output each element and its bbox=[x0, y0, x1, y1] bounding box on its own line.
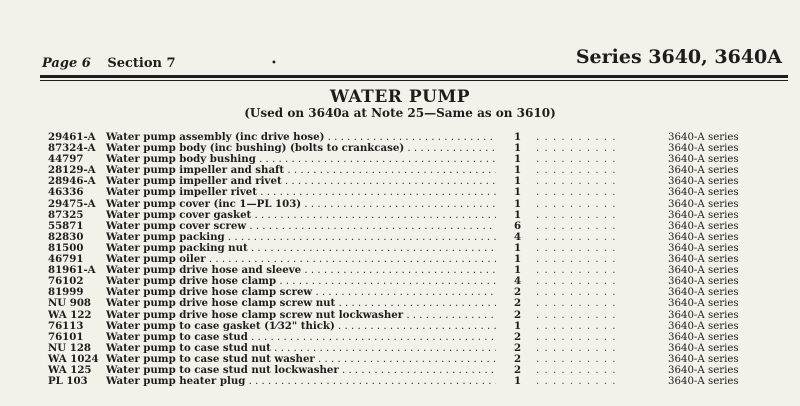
table-row bbox=[48, 265, 793, 276]
leader-dots: . . . . . . . . . . bbox=[536, 364, 617, 376]
part-number: 76113 bbox=[48, 319, 84, 332]
part-quantity: 1 bbox=[514, 264, 522, 277]
table-row bbox=[48, 210, 793, 221]
part-description: Water pump assembly (inc drive hose) . . . bbox=[106, 132, 496, 143]
part-quantity: 1 bbox=[514, 319, 522, 332]
part-applies-to: 3640-A series bbox=[668, 364, 739, 376]
page-title: WATER PUMP bbox=[329, 87, 471, 107]
leader-dots: . . . . . . . . . . bbox=[536, 376, 617, 388]
table-row bbox=[48, 143, 793, 154]
part-quantity: 1 bbox=[514, 186, 522, 199]
part-number: WA 125 bbox=[48, 363, 92, 376]
part-quantity: 1 bbox=[514, 175, 522, 188]
part-description: Water pump drive hose clamp screw nut lockwasher . . . bbox=[106, 310, 496, 321]
table-row bbox=[48, 132, 793, 143]
table-row bbox=[48, 254, 793, 265]
part-quantity: 4 bbox=[514, 275, 522, 288]
part-applies-to: 3640-A series bbox=[668, 209, 739, 221]
part-number: 44797 bbox=[48, 153, 84, 166]
part-number: 29461-A bbox=[48, 131, 96, 143]
page-number: Page 6 bbox=[42, 56, 91, 71]
part-number: WA 122 bbox=[48, 308, 92, 321]
part-applies-to: 3640-A series bbox=[668, 342, 739, 354]
part-quantity: 4 bbox=[514, 230, 522, 243]
part-quantity: 1 bbox=[514, 164, 522, 177]
part-description: Water pump body bushing . . . bbox=[106, 154, 496, 165]
part-number: 82830 bbox=[48, 230, 84, 243]
leader-dots: . . . . . . . . . . bbox=[536, 187, 617, 199]
part-applies-to: 3640-A series bbox=[668, 165, 739, 177]
part-applies-to: 3640-A series bbox=[668, 376, 739, 388]
part-description: Water pump packing . . . bbox=[106, 232, 496, 243]
leader-dots: . . . . . . . . . . bbox=[536, 265, 617, 277]
leader-dots: . . . . . . . . . . bbox=[536, 320, 617, 332]
part-description: Water pump impeller rivet . . . bbox=[106, 187, 496, 198]
part-number: 55871 bbox=[48, 219, 84, 232]
part-applies-to: 3640-A series bbox=[668, 353, 739, 365]
part-quantity: 2 bbox=[514, 363, 522, 376]
part-description: Water pump to case stud nut washer . . . bbox=[106, 354, 496, 365]
part-quantity: 2 bbox=[514, 341, 522, 354]
leader-dots: . . . . . . . . . . bbox=[536, 353, 617, 365]
table-row bbox=[48, 376, 793, 387]
part-description: Water pump cover (inc 1—PL 103) . . . bbox=[106, 199, 496, 210]
leader-dots: . . . . . . . . . . bbox=[536, 242, 617, 254]
leader-dots: . . . . . . . . . . bbox=[536, 331, 617, 343]
part-quantity: 1 bbox=[514, 375, 522, 388]
part-description: Water pump drive hose clamp screw nut . . . bbox=[106, 298, 496, 309]
table-row bbox=[48, 276, 793, 287]
table-row bbox=[48, 232, 793, 243]
leader-dots: . . . . . . . . . . bbox=[536, 176, 617, 188]
part-applies-to: 3640-A series bbox=[668, 242, 739, 254]
part-applies-to: 3640-A series bbox=[668, 265, 739, 277]
table-row bbox=[48, 243, 793, 254]
header-rule-thick bbox=[40, 75, 788, 78]
part-description: Water pump body (inc bushing) (bolts to crankcase) . . . bbox=[106, 143, 496, 154]
part-applies-to: 3640-A series bbox=[668, 231, 739, 243]
part-number: 81961-A bbox=[48, 264, 96, 277]
leader-dots: . . . . . . . . . . bbox=[536, 276, 617, 288]
part-applies-to: 3640-A series bbox=[668, 132, 739, 143]
part-quantity: 1 bbox=[514, 241, 522, 254]
part-number: 28129-A bbox=[48, 164, 96, 177]
part-applies-to: 3640-A series bbox=[668, 254, 739, 266]
leader-dots: . . . . . . . . . . bbox=[536, 231, 617, 243]
part-number: NU 908 bbox=[48, 297, 92, 310]
part-quantity: 2 bbox=[514, 286, 522, 299]
part-applies-to: 3640-A series bbox=[668, 143, 739, 155]
page-header-left bbox=[42, 56, 176, 71]
part-quantity: 1 bbox=[514, 131, 522, 143]
table-row bbox=[48, 154, 793, 165]
part-description: Water pump drive hose and sleeve . . . bbox=[106, 265, 496, 276]
part-applies-to: 3640-A series bbox=[668, 154, 739, 166]
part-applies-to: 3640-A series bbox=[668, 320, 739, 332]
part-description: Water pump oiler . . . bbox=[106, 254, 496, 265]
table-row bbox=[48, 354, 793, 365]
table-row bbox=[48, 199, 793, 210]
table-row bbox=[48, 187, 793, 198]
part-quantity: 2 bbox=[514, 308, 522, 321]
part-number: 87324-A bbox=[48, 142, 96, 155]
table-row bbox=[48, 365, 793, 376]
part-description: Water pump impeller and shaft . . . bbox=[106, 165, 496, 176]
part-quantity: 2 bbox=[514, 297, 522, 310]
table-row bbox=[48, 298, 793, 309]
leader-dots: . . . . . . . . . . bbox=[536, 287, 617, 299]
leader-dots: . . . . . . . . . . bbox=[536, 309, 617, 321]
part-applies-to: 3640-A series bbox=[668, 298, 739, 310]
part-quantity: 2 bbox=[514, 330, 522, 343]
table-row bbox=[48, 176, 793, 187]
table-row bbox=[48, 343, 793, 354]
leader-dots: . . . . . . . . . . bbox=[536, 342, 617, 354]
part-description: Water pump to case stud nut lockwasher . . . bbox=[106, 365, 496, 376]
part-applies-to: 3640-A series bbox=[668, 176, 739, 188]
part-applies-to: 3640-A series bbox=[668, 187, 739, 199]
part-number: 87325 bbox=[48, 208, 84, 221]
leader-dots: . . . . . . . . . . bbox=[536, 132, 617, 143]
part-number: 76102 bbox=[48, 275, 84, 288]
leader-dots: . . . . . . . . . . bbox=[536, 165, 617, 177]
part-number: NU 128 bbox=[48, 341, 92, 354]
header-dot: • bbox=[271, 58, 277, 69]
part-applies-to: 3640-A series bbox=[668, 331, 739, 343]
part-number: 46791 bbox=[48, 253, 84, 266]
part-quantity: 1 bbox=[514, 142, 522, 155]
part-description: Water pump cover screw . . . bbox=[106, 221, 496, 232]
part-applies-to: 3640-A series bbox=[668, 198, 739, 210]
leader-dots: . . . . . . . . . . bbox=[536, 254, 617, 266]
leader-dots: . . . . . . . . . . bbox=[536, 209, 617, 221]
part-number: 46336 bbox=[48, 186, 84, 199]
page-subtitle: (Used on 3640a at Note 25—Same as on 3610) bbox=[244, 106, 556, 120]
leader-dots: . . . . . . . . . . bbox=[536, 143, 617, 155]
table-row bbox=[48, 321, 793, 332]
part-description: Water pump cover gasket . . . bbox=[106, 210, 496, 221]
leader-dots: . . . . . . . . . . bbox=[536, 298, 617, 310]
table-row bbox=[48, 221, 793, 232]
table-row bbox=[48, 165, 793, 176]
table-row bbox=[48, 287, 793, 298]
part-quantity: 1 bbox=[514, 197, 522, 210]
part-applies-to: 3640-A series bbox=[668, 287, 739, 299]
series-heading: Series 3640, 3640A bbox=[575, 46, 782, 68]
header-rule-thin bbox=[40, 80, 788, 81]
part-number: 81500 bbox=[48, 241, 84, 254]
part-description: Water pump to case stud . . . bbox=[106, 332, 496, 343]
part-number: PL 103 bbox=[48, 375, 88, 388]
part-quantity: 1 bbox=[514, 153, 522, 166]
part-description: Water pump impeller and rivet . . . bbox=[106, 176, 496, 187]
section-label: Section 7 bbox=[107, 56, 176, 71]
part-description: Water pump to case stud nut . . . bbox=[106, 343, 496, 354]
leader-dots: . . . . . . . . . . bbox=[536, 198, 617, 210]
part-applies-to: 3640-A series bbox=[668, 309, 739, 321]
leader-dots: . . . . . . . . . . bbox=[536, 154, 617, 166]
part-applies-to: 3640-A series bbox=[668, 276, 739, 288]
part-quantity: 1 bbox=[514, 208, 522, 221]
part-number: 81999 bbox=[48, 286, 84, 299]
part-description: Water pump drive hose clamp . . . bbox=[106, 276, 496, 287]
part-applies-to: 3640-A series bbox=[668, 220, 739, 232]
part-description: Water pump to case gasket (1⁄32" thick) . . . bbox=[106, 321, 496, 332]
leader-dots: . . . . . . . . . . bbox=[536, 220, 617, 232]
part-number: WA 1024 bbox=[48, 352, 99, 365]
part-quantity: 1 bbox=[514, 253, 522, 266]
part-quantity: 2 bbox=[514, 352, 522, 365]
part-description: Water pump packing nut . . . bbox=[106, 243, 496, 254]
part-description: Water pump heater plug . . . bbox=[106, 376, 496, 387]
part-description: Water pump drive hose clamp screw . . . bbox=[106, 287, 496, 298]
part-number: 28946-A bbox=[48, 175, 96, 188]
table-row bbox=[48, 310, 793, 321]
part-quantity: 6 bbox=[514, 219, 522, 232]
table-row bbox=[48, 332, 793, 343]
part-number: 29475-A bbox=[48, 197, 96, 210]
part-number: 76101 bbox=[48, 330, 84, 343]
parts-list bbox=[48, 132, 793, 387]
